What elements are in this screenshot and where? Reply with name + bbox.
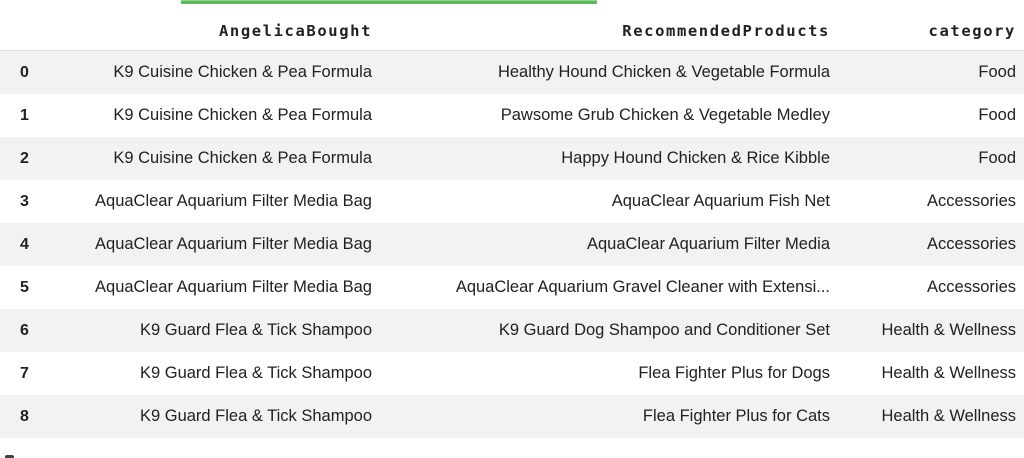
cell-category: Accessories bbox=[927, 192, 1016, 210]
row-index: 2 bbox=[20, 149, 29, 167]
cell-recommendedproducts: Healthy Hound Chicken & Vegetable Formula bbox=[497, 63, 830, 81]
cell-recommendedproducts: AquaClear Aquarium Fish Net bbox=[611, 192, 830, 210]
cell-angelicabought: K9 Guard Flea & Tick Shampoo bbox=[139, 364, 372, 382]
cell-angelicabought: AquaClear Aquarium Filter Media Bag bbox=[95, 192, 372, 210]
cell-angelicabought: AquaClear Aquarium Filter Media Bag bbox=[95, 235, 372, 253]
table-row bbox=[0, 137, 1024, 180]
cell-angelicabought: K9 Cuisine Chicken & Pea Formula bbox=[113, 149, 372, 167]
row-index: 1 bbox=[20, 106, 29, 124]
dataframe-header bbox=[0, 13, 1024, 51]
cell-category: Accessories bbox=[927, 235, 1016, 253]
table-row bbox=[0, 395, 1024, 438]
cell-angelicabought: K9 Cuisine Chicken & Pea Formula bbox=[113, 63, 372, 81]
table-row bbox=[0, 266, 1024, 309]
cell-recommendedproducts: Pawsome Grub Chicken & Vegetable Medley bbox=[500, 106, 830, 124]
cell-category: Health & Wellness bbox=[881, 321, 1016, 339]
table-row bbox=[0, 51, 1024, 95]
cell-category: Health & Wellness bbox=[881, 364, 1016, 382]
cell-angelicabought: K9 Cuisine Chicken & Pea Formula bbox=[113, 106, 372, 124]
cell-category: Food bbox=[978, 63, 1016, 81]
table-row bbox=[0, 309, 1024, 352]
row-index: 3 bbox=[20, 192, 29, 210]
column-header-recommendedproducts: RecommendedProducts bbox=[380, 13, 838, 51]
cell-recommendedproducts: K9 Guard Dog Shampoo and Conditioner Set bbox=[498, 321, 830, 339]
row-index: 0 bbox=[20, 63, 29, 81]
header-row bbox=[0, 13, 1024, 51]
dataframe-table bbox=[0, 13, 1024, 438]
row-index: 8 bbox=[20, 407, 29, 425]
cell-category: Health & Wellness bbox=[881, 407, 1016, 425]
row-index: 4 bbox=[20, 235, 29, 253]
green-accent-bar bbox=[181, 0, 597, 4]
column-header-angelicabought: AngelicaBought bbox=[40, 13, 380, 51]
row-index: 6 bbox=[20, 321, 29, 339]
cell-angelicabought: AquaClear Aquarium Filter Media Bag bbox=[95, 278, 372, 296]
cell-category: Food bbox=[978, 149, 1016, 167]
cell-recommendedproducts: AquaClear Aquarium Filter Media bbox=[586, 235, 830, 253]
cell-angelicabought: K9 Guard Flea & Tick Shampoo bbox=[139, 407, 372, 425]
cell-category: Food bbox=[978, 106, 1016, 124]
dataframe-body bbox=[0, 51, 1024, 439]
row-index: 5 bbox=[20, 278, 29, 296]
cell-recommendedproducts: Flea Fighter Plus for Cats bbox=[642, 407, 830, 425]
cell-category: Accessories bbox=[927, 278, 1016, 296]
row-index: 7 bbox=[20, 364, 29, 382]
table-row bbox=[0, 352, 1024, 395]
table-row bbox=[0, 94, 1024, 137]
column-header-category: category bbox=[838, 13, 1024, 51]
cell-angelicabought: K9 Guard Flea & Tick Shampoo bbox=[139, 321, 372, 339]
table-row bbox=[0, 180, 1024, 223]
cell-recommendedproducts: Happy Hound Chicken & Rice Kibble bbox=[561, 149, 830, 167]
table-row bbox=[0, 223, 1024, 266]
cell-recommendedproducts: Flea Fighter Plus for Dogs bbox=[638, 364, 830, 382]
index-column-header bbox=[0, 13, 40, 51]
cell-recommendedproducts: AquaClear Aquarium Gravel Cleaner with Extensi... bbox=[455, 278, 830, 296]
